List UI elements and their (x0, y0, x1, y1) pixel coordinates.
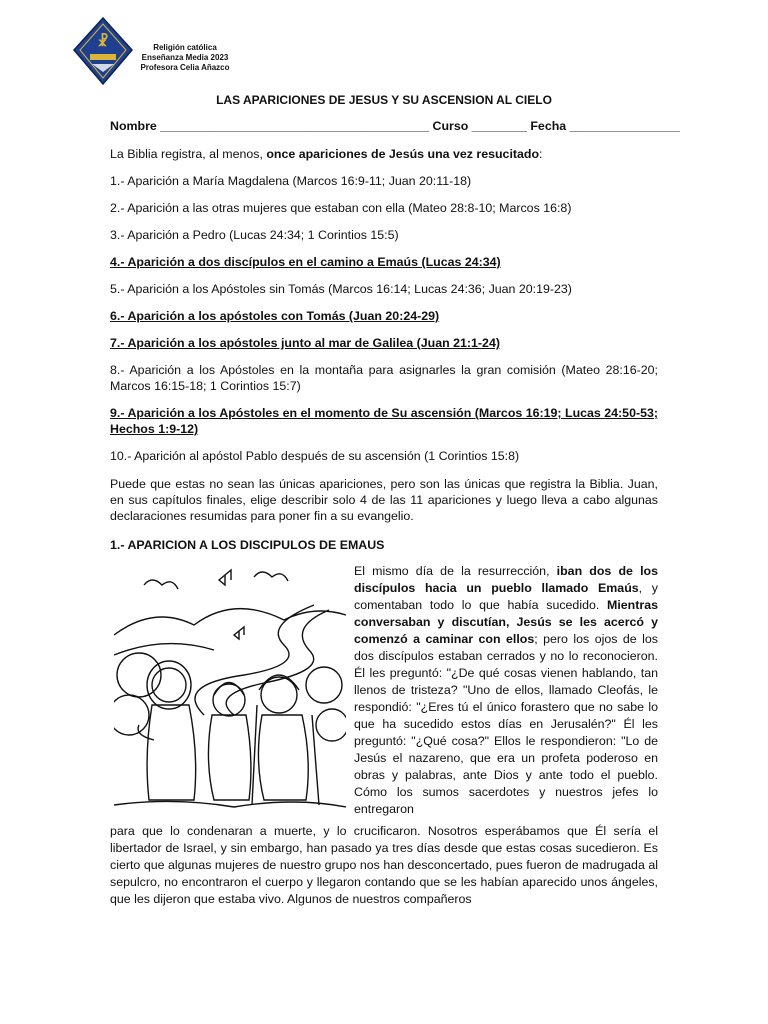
story-bold-2: Mientras conversaban y discutían, Jesús se les acercó y comenzó a caminar con ellos (354, 598, 658, 646)
emmaus-story-intro (354, 563, 658, 818)
date-label: Fecha (530, 119, 567, 133)
school-line-2: Enseñanza Media 2023 (141, 53, 229, 62)
apparition-item-1: 1.- Aparición a María Magdalena (Marcos 16:9-11; Juan 20:11-18) (110, 174, 472, 188)
apparition-item-2: 2.- Aparición a las otras mujeres que estaban con ella (Mateo 28:8-10; Marcos 16:8) (110, 201, 572, 215)
story-text-1: El mismo día de la resurrección, (354, 564, 557, 578)
school-line-1: Religión católica (153, 43, 217, 52)
course-label: Curso (432, 119, 469, 133)
intro-prefix: La Biblia registra, al menos, (110, 147, 267, 161)
apparition-item-4: 4.- Aparición a dos discípulos en el camino a Emaús (Lucas 24:34) (110, 255, 501, 269)
student-info-line (110, 118, 680, 134)
emmaus-story-continuation: para que lo condenaran a muerte, y lo crucificaron. Nosotros esperábamos que Él sería el libertador de Israel, y sin embargo, han pasado ya tres días desde que estas cosas sucedieron. Es cierto que algunas mujeres de nuestro grupo nos han desconcertado, pues fueron de madrugada al sepulcro, no encontraron el cuerpo y llegaron contando que se les habían aparecido unos ángeles, que les dijeron que estaba vivo. Algunos de nuestros compañeros (110, 824, 658, 906)
intro-bold: once apariciones de Jesús una vez resucitado (266, 147, 540, 161)
name-label: Nombre (110, 119, 157, 133)
intro-suffix: : (539, 147, 543, 161)
story-bold-1: iban dos de los discípulos hacia un pueblo llamado Emaús (354, 564, 658, 595)
apparition-item-7: 7.- Aparición a los apóstoles junto al mar de Galilea (Juan 21:1-24) (110, 336, 500, 350)
apparition-item-3: 3.- Aparición a Pedro (Lucas 24:34; 1 Corintios 15:5) (110, 228, 399, 242)
intro-paragraph (110, 146, 658, 162)
story-text-3: ; pero los ojos de los dos discípulos estaban cerrados y no lo reconocieron. Él les preguntó: "¿De qué cosas vienen hablando, tan llenos de tristeza? "Uno de ellos, llamado Cleofás, le respondió: "¿Eres tú el único forastero que no sabe lo que ha sucedido estos días en Jerusalén?" Él les preguntó: "¿Qué cosa?" Ellos le respondieron: "Lo de Jesús el nazareno, que era un profeta poderoso en obras y palabras, ante Dios y ante todo el pueblo. Cómo los sumos sacerdotes y nuestros jefes lo entregaron (354, 632, 658, 816)
closing-paragraph: Puede que estas no sean las únicas apariciones, pero son las únicas que registra la Biblia. Juan, en sus capítulos finales, elige describir solo 4 de las 11 apariciones y luego lleva a cabo algunas declaraciones resumidas para poner fin a su evangelio. (110, 477, 658, 523)
name-field[interactable]: _______________________________________ (160, 119, 430, 133)
section-heading: 1.- APARICION A LOS DISCIPULOS DE EMAUS (110, 538, 385, 552)
document-body (110, 90, 680, 908)
date-field[interactable]: ________________ (569, 119, 680, 133)
apparition-item-8: 8.- Aparición a los Apóstoles en la montaña para asignarles la gran comisión (Mateo 28:16-20; Marcos 16:15-18; 1 Corintios 15:7) (110, 363, 658, 393)
story-text-2: , y comentaban todo lo que había sucedido. (354, 581, 658, 612)
apparition-item-10: 10.- Aparición al apóstol Pablo después de su ascensión (1 Corintios 15:8) (110, 449, 520, 463)
school-crest-logo (72, 16, 134, 86)
school-info (140, 43, 230, 73)
apparition-item-9: 9.- Aparición a los Apóstoles en el momento de Su ascensión (Marcos 16:19; Lucas 24:50-53; Hechos 1:9-12) (110, 406, 658, 436)
document-title: LAS APARICIONES DE JESUS Y SU ASCENSION AL CIELO (216, 93, 552, 107)
apparition-item-6: 6.- Aparición a los apóstoles con Tomás (Juan 20:24-29) (110, 309, 440, 323)
emmaus-disciples-drawing (114, 565, 346, 815)
school-line-3: Profesora Celia Añazco (140, 63, 230, 72)
apparition-item-5: 5.- Aparición a los Apóstoles sin Tomás (Marcos 16:14; Lucas 24:36; Juan 20:19-23) (110, 282, 572, 296)
svg-text:☧: ☧ (97, 34, 109, 50)
course-field[interactable]: ________ (471, 119, 527, 133)
emmaus-section (110, 563, 658, 833)
